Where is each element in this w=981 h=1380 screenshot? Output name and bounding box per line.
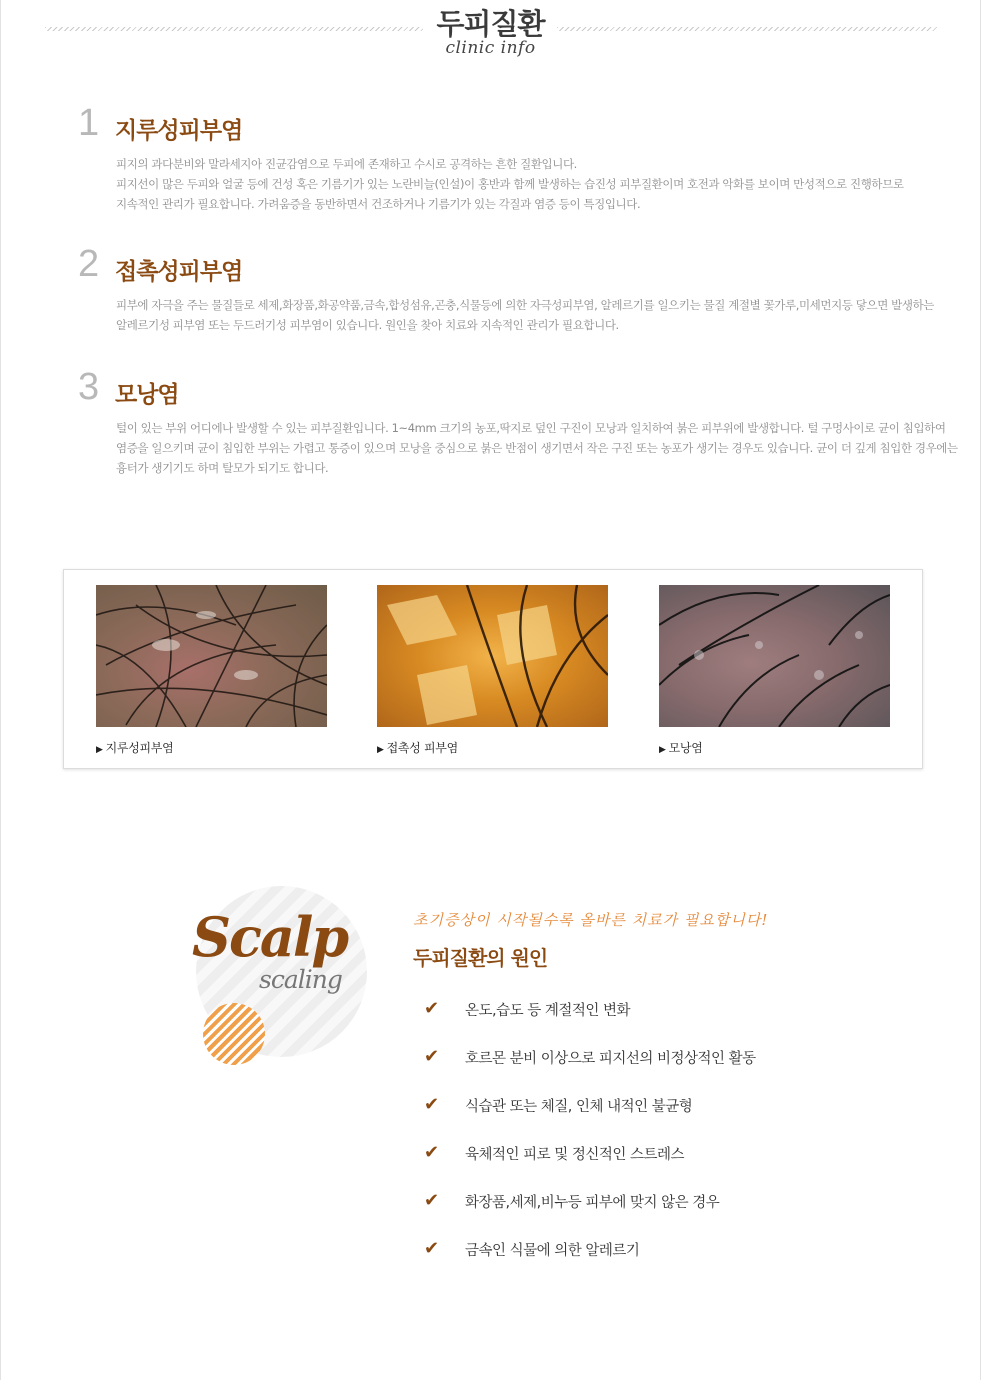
description-line: 피지의 과다분비와 말라세지아 진균감염으로 두피에 존재하고 수시로 공격하는 흔한 질환입니다. — [116, 157, 577, 171]
gallery-item — [659, 585, 891, 756]
description-line: 염증을 일으키며 균이 침입한 부위는 가렵고 통증이 있으며 모낭을 중심으로 붉은 반점이 생기면서 작은 구진 또는 농포가 생기는 경우도 있습니다. 균이 더 깊게 침입한 경우에는 — [116, 441, 958, 455]
checkmark-icon: ✔ — [424, 1094, 440, 1115]
section-title: 모낭염 — [115, 382, 179, 408]
checkmark-icon: ✔ — [424, 1046, 440, 1067]
description-line: 피부에 자극을 주는 물질들로 세제,화장품,화공약품,금속,합성섬유,곤충,식물등에 의한 자극성피부염, 알레르기를 일으키는 물질 계절별 꽃가루,미세먼지등 닿으면 발생하는 — [116, 298, 934, 312]
triangle-bullet-icon: ▶ — [377, 745, 384, 755]
disease-photo-gallery — [63, 569, 923, 769]
section-title: 지루성피부염 — [115, 118, 243, 144]
section-description — [116, 154, 926, 214]
logo-word-scaling: scaling — [259, 965, 342, 994]
section-title: 접촉성피부염 — [115, 259, 243, 285]
section-number: 3 — [78, 366, 100, 408]
gallery-caption: ▶ 모낭염 — [659, 741, 703, 755]
description-line: 털이 있는 부위 어디에나 발생할 수 있는 피부질환입니다. 1~4mm 크기의 농포,딱지로 덮인 구진이 모낭과 일치하여 붉은 피부위에 발생합니다. 털 구멍사이로 균이 침입하여 — [116, 421, 946, 435]
page-title: 두피질환 — [436, 7, 545, 41]
gallery-item — [377, 585, 609, 756]
description-line: 지속적인 관리가 필요합니다. 가려움증을 동반하면서 건조하거나 기름기가 있는 각질과 염증 등이 특징입니다. — [116, 197, 641, 211]
description-line: 알레르기성 피부염 또는 두드러기성 피부염이 있습니다. 원인을 찾아 치료와 지속적인 관리가 필요합니다. — [116, 318, 619, 332]
folliculitis-photo — [659, 585, 890, 727]
logo-orange-circle — [203, 1003, 265, 1065]
gallery-caption: ▶ 접촉성 피부염 — [377, 741, 458, 755]
section-description — [116, 418, 958, 478]
gallery-caption: ▶ 지루성피부염 — [96, 741, 174, 755]
section-number: 1 — [78, 102, 100, 144]
causes-title: 두피질환의 원인 — [413, 946, 548, 970]
seborrheic-dermatitis-photo — [96, 585, 327, 727]
checkmark-icon: ✔ — [424, 998, 440, 1019]
triangle-bullet-icon: ▶ — [96, 745, 103, 755]
gallery-item — [96, 585, 328, 756]
description-line: 흉터가 생기기도 하며 탈모가 되기도 합니다. — [116, 461, 329, 475]
causes-tagline: 초기증상이 시작될수록 올바른 치료가 필요합니다! — [413, 911, 769, 929]
checkmark-icon: ✔ — [424, 1142, 440, 1163]
logo-word-scalp: Scalp — [192, 905, 348, 969]
section-description — [116, 295, 934, 335]
checkmark-icon: ✔ — [424, 1190, 440, 1211]
triangle-bullet-icon: ▶ — [659, 745, 666, 755]
page-subtitle: clinic info — [445, 38, 536, 58]
contact-dermatitis-photo — [377, 585, 608, 727]
section-number: 2 — [78, 243, 100, 285]
description-line: 피지선이 많은 두피와 얼굴 등에 건성 혹은 기름기가 있는 노란비늘(인설)이 홍반과 함께 발생하는 습진성 피부질환이며 호전과 악화를 보이며 만성적으로 진행하므로 — [116, 177, 904, 191]
checkmark-icon: ✔ — [424, 1238, 440, 1259]
